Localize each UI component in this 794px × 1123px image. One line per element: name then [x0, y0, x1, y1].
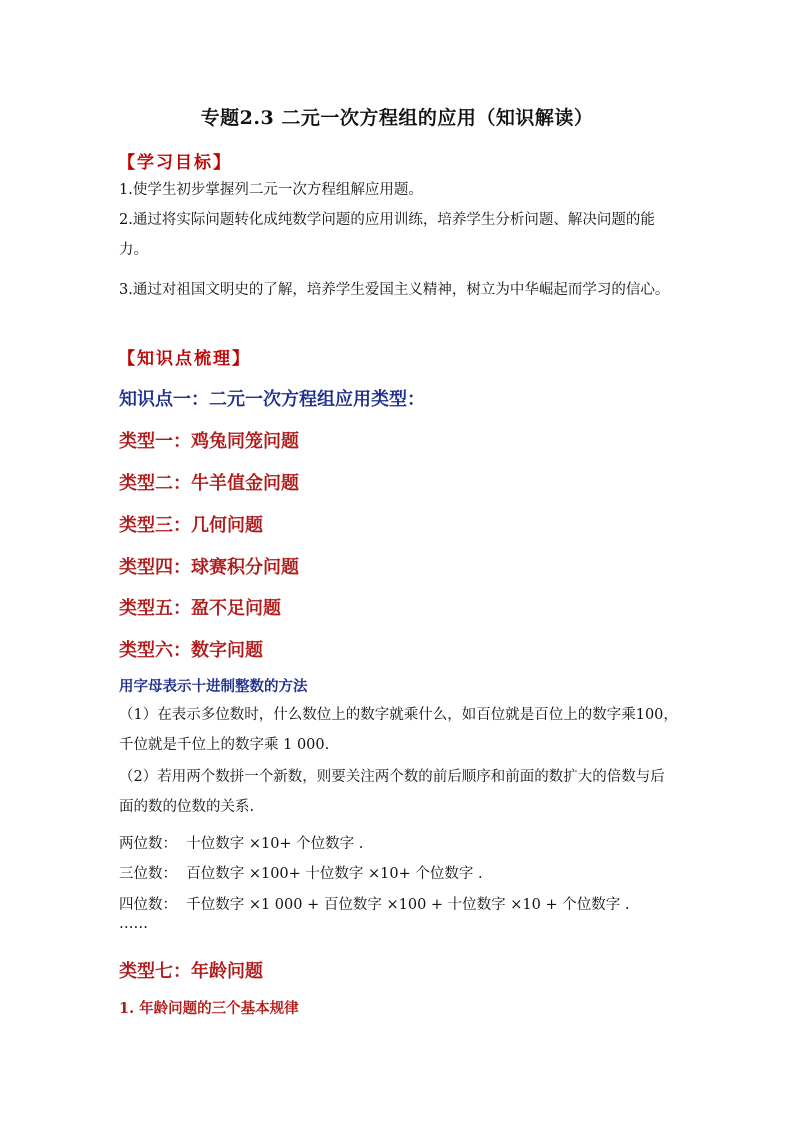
formula-four-digit: 四位数： 千位数字 ×1 000 + 百位数字 ×100 + 十位数字 ×10 + 个位数字 .: [119, 897, 630, 913]
type-item-3: 类型三：几何问题: [119, 515, 263, 536]
goal-item-1: 1.使学生初步掌握列二元一次方程组解应用题。: [119, 182, 423, 198]
type-item-7: 类型七：年龄问题: [119, 961, 263, 982]
digit-method-title: 用字母表示十进制整数的方法: [119, 678, 308, 695]
age-rules-title: 1. 年龄问题的三个基本规律: [119, 1000, 299, 1017]
type-item-2: 类型二：牛羊值金问题: [119, 473, 299, 494]
knowledge-point-title: 知识点一：二元一次方程组应用类型：: [119, 389, 425, 410]
digit-method-line-2: （2）若用两个数拼一个新数，则要关注两个数的前后顺序和前面的数扩大的倍数与后面的数的位数的关系.: [119, 769, 665, 815]
knowledge-header: 【知识点梳理】: [118, 349, 251, 369]
type-item-5: 类型五：盈不足问题: [119, 598, 281, 619]
goal-item-3: 3.通过对祖国文明史的了解，培养学生爱国主义精神，树立为中华崛起而学习的信心。: [119, 282, 670, 298]
digit-method-line-1: （1）在表示多位数时，什么数位上的数字就乘什么，如百位就是百位上的数字乘100，千位就是千位上的数字乘 1 000.: [119, 707, 678, 753]
formula-three-digit: 三位数： 百位数字 ×100+ 十位数字 ×10+ 个位数字 .: [119, 866, 483, 882]
formula-two-digit: 两位数： 十位数字 ×10+ 个位数字 .: [119, 836, 364, 852]
learning-goals-header: 【学习目标】: [118, 153, 232, 173]
type-item-4: 类型四：球赛积分问题: [119, 557, 299, 578]
type-item-1: 类型一：鸡兔同笼问题: [119, 431, 299, 452]
goal-item-2: 2.通过将实际问题转化成纯数学问题的应用训练，培养学生分析问题、解决问题的能力。: [119, 212, 655, 258]
formula-ellipsis: ……: [119, 916, 148, 932]
type-item-6: 类型六：数字问题: [119, 640, 263, 661]
page-title: 专题2.3 二元一次方程组的应用（知识解读）: [200, 107, 594, 129]
